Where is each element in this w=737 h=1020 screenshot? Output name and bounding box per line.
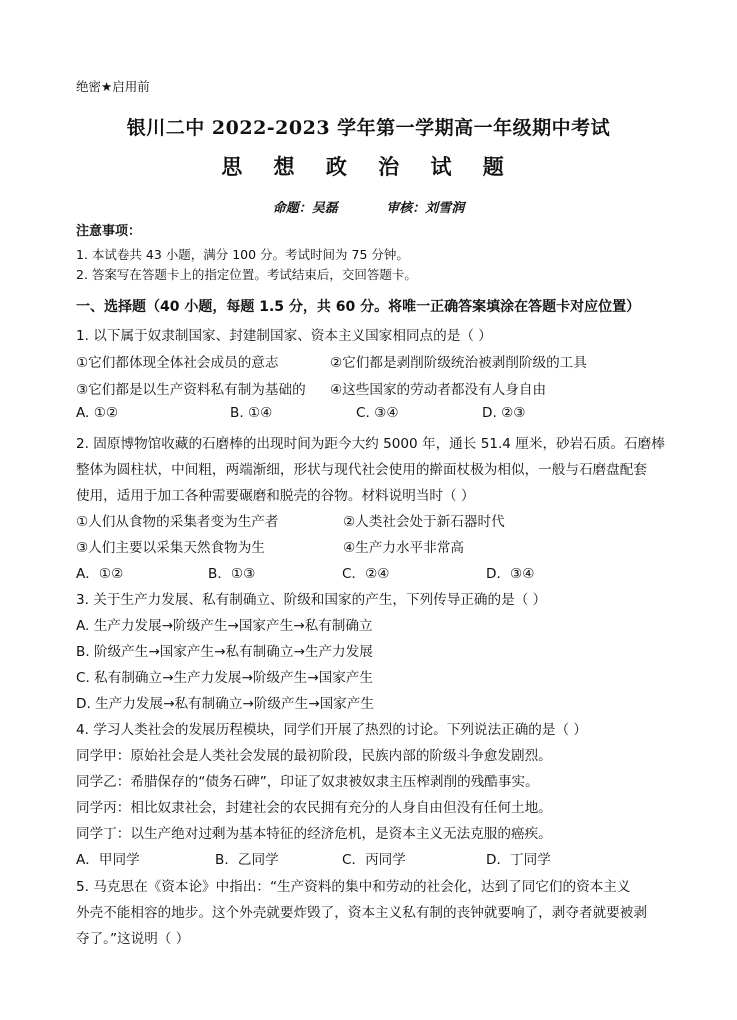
section-heading: 一、选择题（40 小题，每题 1.5 分，共 60 分。将唯一正确答案填涂在答题卡对应位置） [76,299,641,315]
q1-option-b: B. ①④ [230,405,273,421]
q4-student-ding: 同学丁：以生产绝对过剩为基本特征的经济危机，是资本主义无法克服的癌疾。 [76,826,552,842]
q2-line-2: 整体为圆柱状，中间粗，两端渐细，形状与现代社会使用的擀面杖极为相似，一般与石磨盘配套 [76,462,647,478]
q1-statement-4: ④这些国家的劳动者都没有人身自由 [330,382,547,398]
q2-statement-2: ②人类社会处于新石器时代 [343,514,505,530]
q5-line-3: 夺了。”这说明（ ） [76,931,190,947]
q3-option-a: A. 生产力发展→阶级产生→国家产生→私有制确立 [76,618,373,634]
q4-option-a: A．甲同学 [76,852,140,868]
q2-option-d: D．③④ [486,566,535,582]
q1-statement-1: ①它们都体现全体社会成员的意志 [76,355,279,371]
q4-option-c: C．丙同学 [342,852,406,868]
q1-option-d: D. ②③ [482,405,526,421]
q1-option-a: A. ①② [76,405,119,421]
q1-option-c: C. ③④ [356,405,399,421]
q2-option-a: A．①② [76,566,124,582]
q4-student-bing: 同学丙：相比奴隶社会，封建社会的农民拥有充分的人身自由但没有任何土地。 [76,800,552,816]
q3-option-b: B. 阶级产生→国家产生→私有制确立→生产力发展 [76,644,373,660]
q4-option-d: D．丁同学 [486,852,551,868]
notice-item-2: 2. 答案写在答题卡上的指定位置。考试结束后，交回答题卡。 [76,267,417,282]
q4-option-b: B．乙同学 [215,852,279,868]
subject-title: 思 想 政 治 试 题 [221,154,516,179]
confidential-mark: 绝密★启用前 [76,79,150,94]
authors-line [0,197,737,216]
q5-line-1: 5. 马克思在《资本论》中指出：“生产资料的集中和劳动的社会化，达到了同它们的资本主义 [76,879,631,895]
author: 命题：吴磊 [272,201,338,216]
q3-option-c: C. 私有制确立→生产力发展→阶级产生→国家产生 [76,670,373,686]
q2-statement-3: ③人们主要以采集天然食物为生 [76,540,265,556]
q2-option-b: B．①③ [208,566,256,582]
q2-option-c: C．②④ [342,566,390,582]
q5-line-2: 外壳不能相容的地步。这个外壳就要炸毁了，资本主义私有制的丧钟就要响了，剥夺者就要被剥 [76,905,647,921]
q1-stem: 1. 以下属于奴隶制国家、封建制国家、资本主义国家相同点的是（ ） [76,328,492,344]
q2-statement-4: ④生产力水平非常高 [343,540,464,556]
q2-line-1: 2. 固原博物馆收藏的石磨棒的出现时间为距今大约 5000 年，通长 51.4 厘米，砂岩石质。石磨棒 [76,436,665,452]
q1-statement-3: ③它们都是以生产资料私有制为基础的 [76,382,306,398]
notice-item-1: 1. 本试卷共 43 小题，满分 100 分。考试时间为 75 分钟。 [76,247,409,262]
q3-stem: 3. 关于生产力发展、私有制确立、阶级和国家的产生，下列传导正确的是（ ） [76,592,547,608]
q1-statement-2: ②它们都是剥削阶级统治被剥削阶级的工具 [330,355,587,371]
q4-stem: 4. 学习人类社会的发展历程模块，同学们开展了热烈的讨论。下列说法正确的是（ ） [76,722,587,738]
notice-heading: 注意事项： [76,224,142,239]
q3-option-d: D. 生产力发展→私有制确立→阶级产生→国家产生 [76,696,374,712]
exam-title: 银川二中 2022-2023 学年第一学期高一年级期中考试 [126,117,611,139]
q2-statement-1: ①人们从食物的采集者变为生产者 [76,514,279,530]
q4-student-jia: 同学甲：原始社会是人类社会发展的最初阶段，民族内部的阶级斗争愈发剧烈。 [76,748,552,764]
q4-student-yi: 同学乙：希腊保存的“债务石碑”，印证了奴隶被奴隶主压榨剥削的残酷事实。 [76,774,539,790]
reviewer: 审核：刘雪润 [386,201,465,216]
q2-line-3: 使用，适用于加工各种需要碾磨和脱壳的谷物。材料说明当时（ ） [76,488,475,504]
